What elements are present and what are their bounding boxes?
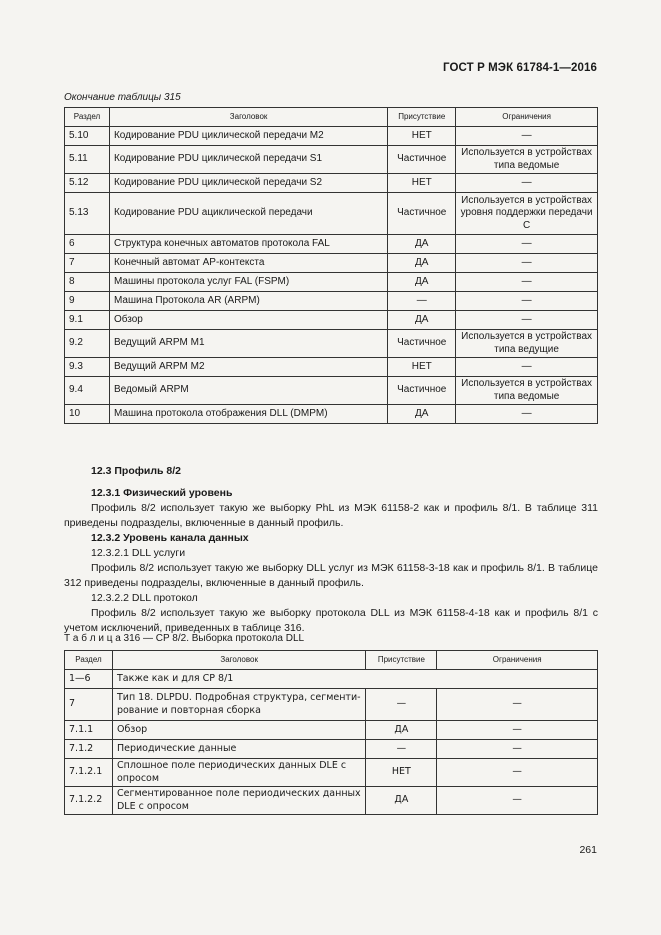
cell-section: 9.4 [65,377,110,405]
cell-presence: — [366,689,437,721]
cell-title: Машина протокола отображения DLL (DMPM) [109,405,387,424]
heading-12-3-1: 12.3.1 Физический уровень [91,487,233,499]
heading-12-3: 12.3 Профиль 8/2 [91,465,182,477]
cell-restriction: Используется в устройствах типа ведущие [456,330,598,358]
cell-title: Кодирование PDU ациклической передачи [109,193,387,235]
cell-section: 5.13 [65,193,110,235]
cell-section: 8 [65,273,110,292]
table-row [65,174,598,193]
cell-section: 10 [65,405,110,424]
document-header: ГОСТ Р МЭК 61784-1—2016 [443,62,597,74]
table-row [65,273,598,292]
cell-presence: НЕТ [388,127,456,146]
cell-presence: ДА [388,254,456,273]
cell-restriction: — [456,254,598,273]
cell-title: Машины протокола услуг FAL (FSPM) [109,273,387,292]
col-header-title: Заголовок [109,108,387,127]
table-row [65,254,598,273]
cell-restriction: — [437,689,598,721]
cell-presence: НЕТ [388,174,456,193]
cell-title: Сегментированное поле периодических данных DLE с опросом [112,787,365,815]
cell-title: Конечный автомат AP-контекста [109,254,387,273]
page-number: 261 [579,844,597,856]
col-header-presence: Присутствие [366,651,437,670]
cell-section: 7 [65,254,110,273]
cell-presence: Частичное [388,377,456,405]
paragraph-dll-services: Профиль 8/2 использует такую же выборку DLL услуг из МЭК 61158-3-18 как и профиль 8/1. В таблице 312 приведены подразделы, включенные в данный профиль. [64,562,598,589]
heading-12-3-2: 12.3.2 Уровень канала данных [91,532,249,544]
table-315 [64,107,598,424]
table-row [65,235,598,254]
paragraph-physical-layer: Профиль 8/2 использует такую же выборку PhL из МЭК 61158-2 как и профиль 8/1. В таблице 311 приведены подразделы, включенные в данный профиль. [64,502,598,529]
table-row [65,689,598,721]
cell-title: Ведущий ARPM M2 [109,358,387,377]
cell-presence: ДА [388,311,456,330]
cell-restriction: Используется в устройствах типа ведомые [456,377,598,405]
cell-restriction: — [437,721,598,740]
cell-restriction: — [456,235,598,254]
table-row [65,740,598,759]
table-row [65,721,598,740]
cell-restriction: Используется в устройствах типа ведомые [456,146,598,174]
cell-presence: ДА [388,405,456,424]
cell-section: 9.3 [65,358,110,377]
cell-title: Периодические данные [112,740,365,759]
heading-12-3-2-1: 12.3.2.1 DLL услуги [91,547,186,559]
cell-restriction: — [437,787,598,815]
cell-presence: НЕТ [366,759,437,787]
cell-restriction: — [456,174,598,193]
cell-section: 9 [65,292,110,311]
cell-section: 7.1.1 [65,721,113,740]
cell-restriction: — [456,311,598,330]
table-header-row [65,108,598,127]
table-header-row [65,651,598,670]
cell-section: 1—6 [65,670,113,689]
table-row [65,193,598,235]
cell-title: Ведомый ARPM [109,377,387,405]
cell-title: Обзор [109,311,387,330]
cell-title: Тип 18. DLPDU. Подробная структура, сегменти-рование и повторная сборка [112,689,365,721]
table-row [65,311,598,330]
cell-title: Кодирование PDU циклической передачи S1 [109,146,387,174]
cell-section: 7 [65,689,113,721]
table-316 [64,650,598,815]
table-row [65,787,598,815]
cell-title: Сплошное поле периодических данных DLE с опросом [112,759,365,787]
cell-title: Ведущий ARPM M1 [109,330,387,358]
cell-presence: — [388,292,456,311]
col-header-restrictions: Ограничения [437,651,598,670]
table-row [65,759,598,787]
cell-title: Структура конечных автоматов протокола FAL [109,235,387,254]
cell-title: Также как и для CP 8/1 [112,670,597,689]
cell-section: 7.1.2 [65,740,113,759]
cell-section: 9.1 [65,311,110,330]
col-header-title: Заголовок [112,651,365,670]
table-row [65,670,598,689]
table-row [65,292,598,311]
cell-presence: ДА [388,235,456,254]
cell-restriction: Используется в устройствах уровня поддержки передачи C [456,193,598,235]
cell-section: 6 [65,235,110,254]
cell-section: 7.1.2.2 [65,787,113,815]
col-header-restrictions: Ограничения [456,108,598,127]
cell-presence: ДА [366,787,437,815]
cell-section: 9.2 [65,330,110,358]
cell-section: 5.10 [65,127,110,146]
cell-section: 5.11 [65,146,110,174]
cell-restriction: — [456,273,598,292]
heading-12-3-2-2: 12.3.2.2 DLL протокол [91,592,198,604]
cell-presence: — [366,740,437,759]
table-row [65,358,598,377]
col-header-presence: Присутствие [388,108,456,127]
cell-presence: Частичное [388,330,456,358]
cell-section: 5.12 [65,174,110,193]
cell-title: Машина Протокола AR (ARPM) [109,292,387,311]
cell-title: Кодирование PDU циклической передачи S2 [109,174,387,193]
table-row [65,127,598,146]
cell-restriction: — [456,127,598,146]
cell-restriction: — [437,759,598,787]
cell-section: 7.1.2.1 [65,759,113,787]
cell-restriction: — [456,358,598,377]
cell-presence: Частичное [388,146,456,174]
section-12-3-text [64,464,598,636]
table-316-caption: Т а б л и ц а 316 — CP 8/2. Выборка протокола DLL [64,633,305,644]
cell-presence: НЕТ [388,358,456,377]
table-row [65,377,598,405]
table-315-caption: Окончание таблицы 315 [64,92,181,103]
cell-title: Кодирование PDU циклической передачи M2 [109,127,387,146]
cell-presence: ДА [388,273,456,292]
cell-restriction: — [456,405,598,424]
table-row [65,330,598,358]
col-header-section: Раздел [65,651,113,670]
cell-presence: ДА [366,721,437,740]
table-row [65,405,598,424]
table-row [65,146,598,174]
cell-title: Обзор [112,721,365,740]
col-header-section: Раздел [65,108,110,127]
paragraph-dll-protocol: Профиль 8/2 использует такую же выборку протокола DLL из МЭК 61158-4-18 как и профиль 8/1 с учетом исключений, приведенных в таблице 316. [64,607,598,634]
cell-presence: Частичное [388,193,456,235]
cell-restriction: — [456,292,598,311]
cell-restriction: — [437,740,598,759]
